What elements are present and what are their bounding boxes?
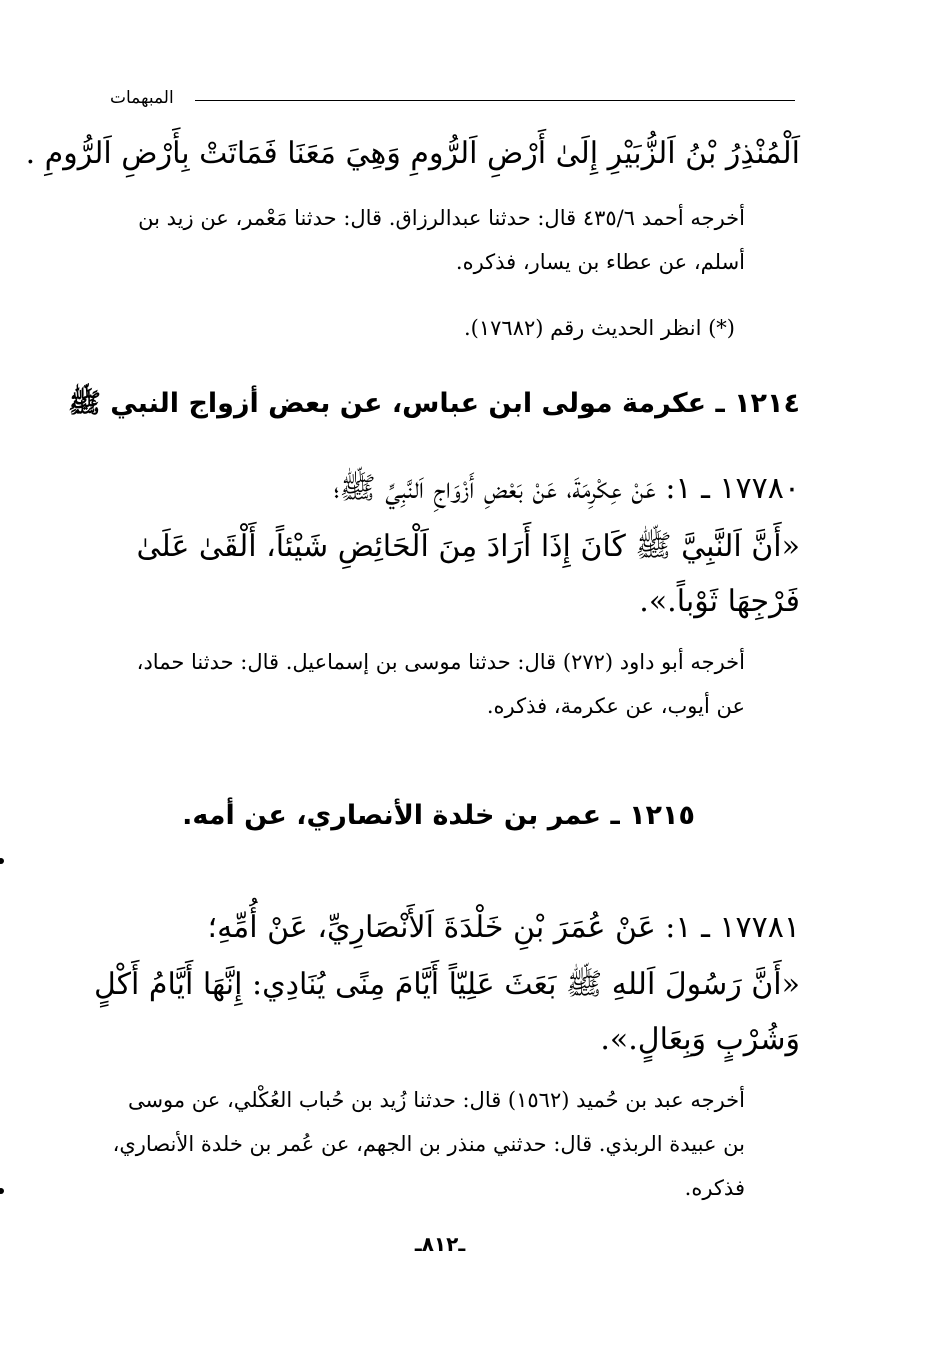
hadith-17781-footnote: أخرجه عبد بن حُميد (١٥٦٢) قال: حدثنا زُيد بن حُباب العُكْلي، عن موسى بن عبيدة الربذي. قال: حدثني منذر بن الجهم، عن عُمر بن خلدة الأنصاري، فذكره. (112, 1088, 745, 1200)
section-heading-1214: ١٢١٤ ـ عكرمة مولى ابن عباس، عن بعض أزواج النبي ﷺ (68, 388, 800, 419)
hadith-17780-footnote: أخرجه أبو داود (٢٧٢) قال: حدثنا موسى بن إسماعيل. قال: حدثنا حماد، عن أيوب، عن عكرمة، فذكره. (136, 650, 745, 718)
hadith-17781-line-2: «أَنَّ رَسُولَ اَللهِ ﷺ بَعَثَ عَلِيّاً أَيَّامَ مِنًى يُنَادِي: إِنَّهَا أَيَّامُ أَكْلٍ (94, 967, 800, 1002)
header-rule (195, 100, 795, 101)
cross-reference-note: (*) انظر الحديث رقم (١٧٦٨٢). (464, 316, 735, 340)
hadith-17781-line-1: ١٧٧٨١ ـ ١: عَنْ عُمَرَ بْنِ خَلْدَةَ اَلأَنْصَارِيِّ، عَنْ أُمِّهِ؛ (207, 910, 800, 945)
hadith-text-line: اَلْمُنْذِرُ بْنُ اَلزُّبَيْرِ إِلَىٰ أَرْضِ اَلرُّومِ وَهِيَ مَعَنَا فَمَاتَتْ بِأَرْضِ اَلرُّومِ . (25, 136, 800, 171)
margin-mark (0, 858, 4, 864)
hadith-17780-line-1: ١٧٧٨٠ ـ ١: عَنْ عِكْرِمَةَ، عَنْ بَعْضِ أَزْوَاجِ اَلنَّبِيِّ ﷺ؛ (333, 471, 800, 506)
hadith-17780-line-2: «أَنَّ اَلنَّبِيَّ ﷺ كَانَ إِذَا أَرَادَ مِنَ اَلْحَائِضِ شَيْئاً، أَلْقَىٰ عَلَىٰ (136, 529, 800, 564)
section-heading-1215: ١٢١٥ ـ عمر بن خلدة الأنصاري، عن أمه. (182, 800, 695, 831)
page-number: ـ٨١٢ـ (414, 1232, 466, 1256)
hadith-17780-line-3: فَرْجِهَا ثَوْباً.». (639, 584, 800, 619)
margin-mark (0, 1188, 4, 1194)
running-header-title: المبهمات (110, 88, 174, 108)
hadith-17781-line-3: وَشُرْبٍ وَبِعَالٍ.». (600, 1022, 800, 1057)
hadith-source-footnote: أخرجه أحمد ٤٣٥/٦ قال: حدثنا عبدالرزاق. قال: حدثنا مَعْمر، عن زيد بن أسلم، عن عطاء بن يسار، فذكره. (138, 206, 745, 274)
